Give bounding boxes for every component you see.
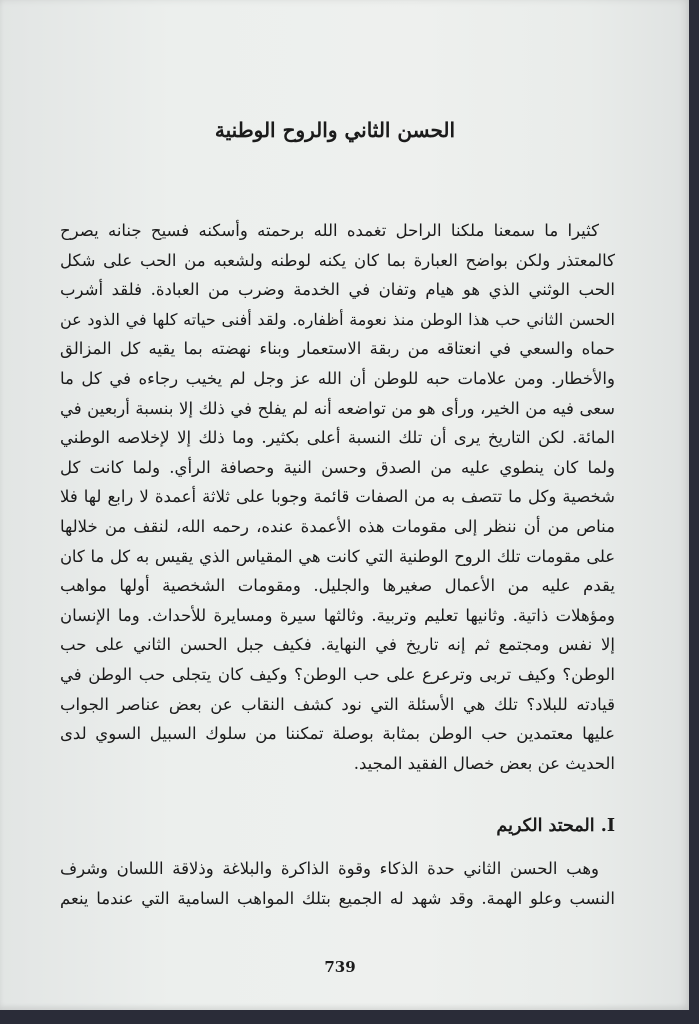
text-line: يقدم عليه من الأعمال صغيرها والجليل. ومقومات الشخصية أولها مواهب (60, 576, 615, 596)
text-line: مناص من أن ننظر إلى مقومات هذه الأعمدة عنده، رحمه الله، لنقف من خلالها (60, 516, 615, 536)
text-line: شخصية وكل ما تتصف به من الصفات قائمة وجوبا على ثلاثة أعمدة لا رابع لها فلا (60, 487, 615, 507)
text-line: عليها معتمدين حب الوطن بمثابة بوصلة تمكننا من سلوك السبيل السوي لدى (60, 724, 615, 744)
body-paragraph (60, 216, 615, 778)
text-line: قيادته للبلاد؟ تلك هي الأسئلة التي نود كشف النقاب عن بعض عناصر الجواب (60, 694, 615, 714)
text-line: الحسن الثاني حب هذا الوطن منذ نعومة أظفاره. ولقد أفنى حياته كلها في الذود عن (60, 309, 615, 329)
section-paragraph (60, 854, 615, 914)
text-line: ولما كان ينطوي عليه من الصدق وحسن النية وحصافة الرأي. ولما كانت كل (60, 457, 615, 477)
text-line: الحديث عن بعض خصال الفقيد المجيد. (353, 753, 615, 773)
chapter-title: الحسن الثاني والروح الوطنية (214, 118, 456, 142)
text-line: ومؤهلات ذاتية. وثانيها تعليم وتربية. وثالثها سيرة ومسايرة للأحداث. وما الإنسان (60, 605, 615, 625)
text-line: إلا نفس ومجتمع ثم إنه تاريخ في النهاية. فكيف جبل الحسن الثاني على حب (60, 635, 615, 655)
text-line: الوطن؟ وكيف تربى وترعرع على حب الوطن؟ وكيف كان يتجلى حب الوطن في (60, 664, 615, 684)
text-line: المائة. لكن التاريخ يرى أن تلك النسبة أعلى بكثير. وما ذلك إلا لإخلاصه الوطني (60, 428, 615, 448)
text-line: كالمعتذر ولكن بواضح العبارة بما كان يكنه لوطنه ولشعبه من الحب على شكل (60, 250, 615, 270)
text-line: النسب وعلو الهمة. وقد شهد له الجميع بتلك المواهب السامية التي عندما ينعم (60, 889, 615, 908)
text-line: الحب الوثني الذي هو هيام وتفان في الخدمة وضرب من العبادة. فلقد أشرب (60, 280, 615, 300)
text-line: على مقومات تلك الروح الوطنية التي كانت هي المقياس الذي يقيس به كل ما كان (60, 546, 615, 566)
text-line: سعى فيه من الخير، ورأى هو من تواضعه أنه لم يفلح في ذلك إلا بنسبة أربعين في (60, 398, 615, 418)
text-line: والأخطار. ومن علامات حبه للوطن أن الله عز وجل لم يخيب رجاءه في كل ما (60, 368, 615, 388)
text-line: كثيرا ما سمعنا ملكنا الراحل تغمده الله برحمته وأسكنه فسيح جنانه يصرح (60, 221, 599, 240)
text-line: حماه والسعي في انعتاقه من ربقة الاستعمار وبناء نهضته بما يقيه كل المزالق (60, 339, 615, 359)
section-heading: I. المحتد الكريم (496, 816, 615, 836)
text-line: وهب الحسن الثاني حدة الذكاء وقوة الذاكرة والبلاغة وذلاقة اللسان وشرف (60, 859, 599, 878)
page-number: 739 (324, 958, 356, 976)
